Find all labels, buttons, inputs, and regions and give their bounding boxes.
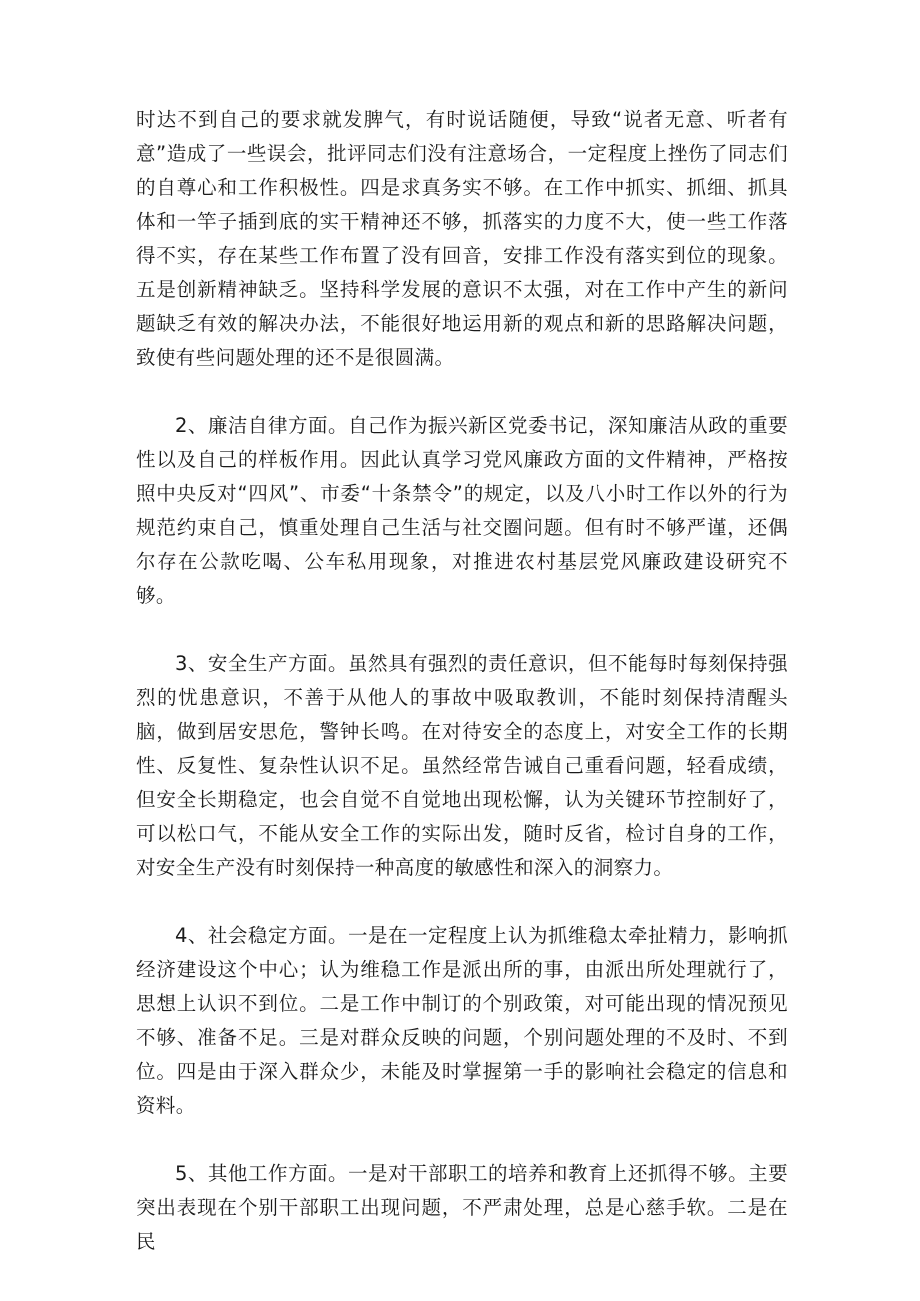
paragraph-work-safety: 3、安全生产方面。虽然具有强烈的责任意识，但不能每时每刻保持强烈的忧患意识，不善于从他人的事故中吸取教训，不能时刻保持清醒头脑，做到居安思危，警钟长鸣。在对待安全的态度上，对安全工作的长期性、反复性、复杂性认识不足。虽然经常告诫自己重看问题，轻看成绩，但安全长期稳定，也会自觉不自觉地出现松懈，认为关键环节控制好了，可以松口气，不能从安全工作的实际出发，随时反省，检讨自身的工作，对安全生产没有时刻保持一种高度的敏感性和深入的洞察力。	[136, 652, 788, 879]
paragraph-continuation: 时达不到自己的要求就发脾气，有时说话随便，导致“说者无意、听者有意”造成了一些误会，批评同志们没有注意场合，一定程度上挫伤了同志们的自尊心和工作积极性。四是求真务实不够。在工作中抓实、抓细、抓具体和一竿子插到底的实干精神还不够，抓落实的力度不大，使一些工作落得不实，存在某些工作布置了没有回音，安排工作没有落实到位的现象。五是创新精神缺乏。坚持科学发展的意识不太强，对在工作中产生的新问题缺乏有效的解决办法，不能很好地运用新的观点和新的思路解决问题，致使有些问题处理的还不是很圆满。	[136, 108, 788, 369]
document-body	[136, 103, 788, 1293]
paragraph-other-work: 5、其他工作方面。一是对干部职工的培养和教育上还抓得不够。主要突出表现在个别干部职工出现问题，不严肃处理，总是心慈手软。二是在民	[136, 1162, 788, 1253]
paragraph-integrity-self-discipline: 2、廉洁自律方面。自己作为振兴新区党委书记，深知廉洁从政的重要性以及自己的样板作用。因此认真学习党风廉政方面的文件精神，严格按照中央反对“四风”、市委“十条禁令”的规定，以及八小时工作以外的行为规范约束自己，慎重处理自己生活与社交圈问题。但有时不够严谨，还偶尔存在公款吃喝、公车私用现象，对推进农村基层党风廉政建设研究不够。	[136, 414, 788, 607]
paragraph-social-stability: 4、社会稳定方面。一是在一定程度上认为抓维稳太牵扯精力，影响抓经济建设这个中心；认为维稳工作是派出所的事，由派出所处理就行了，思想上认识不到位。二是工作中制订的个别政策，对可能出现的情况预见不够、准备不足。三是对群众反映的问题，个别问题处理的不及时、不到位。四是由于深入群众少，未能及时掌握第一手的影响社会稳定的信息和资料。	[136, 924, 788, 1117]
